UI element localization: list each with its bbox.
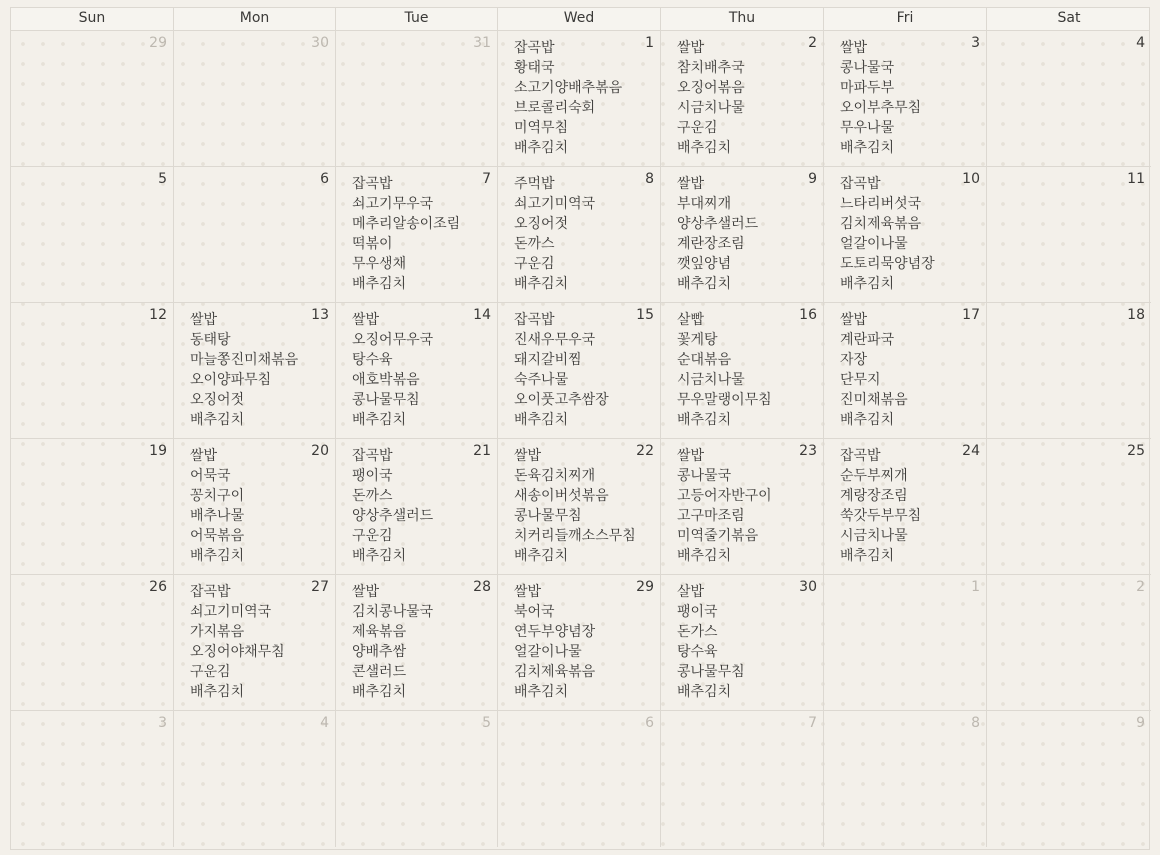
day-cell[interactable] — [824, 439, 987, 575]
meal-menu-item: 꽃게탕 — [677, 332, 718, 348]
meal-menu-item: 쌀밥 — [677, 176, 705, 192]
meal-menu-list — [514, 174, 595, 294]
meal-menu-item: 동태탕 — [190, 332, 231, 348]
meal-menu-item: 숙주나물 — [514, 372, 569, 388]
meal-menu-item: 양상추샐러드 — [352, 508, 434, 524]
meal-menu-item: 오징어야채무침 — [190, 644, 285, 660]
day-number: 6 — [645, 715, 654, 731]
weekday-mon: Mon — [174, 8, 336, 30]
day-cell[interactable] — [498, 303, 661, 439]
day-cell[interactable] — [661, 711, 824, 847]
meal-menu-item: 배추김치 — [190, 548, 245, 564]
day-number: 20 — [311, 443, 329, 459]
meal-menu-list — [352, 446, 433, 566]
meal-menu-item: 잡곡밥 — [190, 584, 231, 600]
day-number: 3 — [158, 715, 167, 731]
meal-menu-item: 참치배추국 — [677, 60, 745, 76]
meal-menu-item: 순대볶음 — [677, 352, 732, 368]
day-number: 1 — [971, 579, 980, 595]
meal-menu-item: 배추김치 — [514, 684, 569, 700]
meal-menu-item: 오징어젓 — [514, 216, 569, 232]
meal-menu-item: 쌀밥 — [352, 312, 380, 328]
meal-menu-item: 살밥 — [677, 584, 705, 600]
day-cell[interactable] — [498, 575, 661, 711]
day-number: 11 — [1127, 171, 1145, 187]
day-number: 2 — [808, 35, 817, 51]
meal-menu-item: 오이부추무침 — [840, 100, 922, 116]
meal-menu-item: 콩나물국 — [840, 60, 895, 76]
meal-menu-item: 배추김치 — [352, 412, 407, 428]
meal-menu-list — [514, 38, 622, 158]
meal-menu-item: 팽이국 — [352, 468, 393, 484]
meal-menu-item: 소고기양배추볶음 — [514, 80, 623, 96]
day-number: 16 — [799, 307, 817, 323]
meal-menu-item: 배추김치 — [677, 684, 732, 700]
day-number: 9 — [808, 171, 817, 187]
day-number: 4 — [320, 715, 329, 731]
calendar-grid — [11, 31, 1149, 847]
meal-menu-item: 쌀밥 — [840, 40, 868, 56]
meal-menu-item: 오징어젓 — [190, 392, 245, 408]
meal-menu-item: 구운김 — [514, 256, 555, 272]
meal-menu-list — [840, 174, 935, 294]
day-number: 14 — [473, 307, 491, 323]
meal-menu-item: 북어국 — [514, 604, 555, 620]
meal-menu-item: 배추김치 — [677, 412, 732, 428]
day-number: 4 — [1136, 35, 1145, 51]
meal-menu-item: 어묵볶음 — [190, 528, 245, 544]
meal-menu-list — [352, 310, 433, 430]
meal-menu-item: 어묵국 — [190, 468, 231, 484]
day-number: 18 — [1127, 307, 1145, 323]
day-number: 8 — [645, 171, 654, 187]
meal-menu-list — [840, 38, 921, 158]
day-number: 12 — [149, 307, 167, 323]
meal-menu-item: 배추김치 — [840, 140, 895, 156]
meal-menu-item: 진새우무우국 — [514, 332, 596, 348]
meal-menu-list — [190, 310, 298, 430]
meal-menu-item: 계란파국 — [840, 332, 895, 348]
day-cell[interactable] — [824, 167, 987, 303]
meal-menu-list — [677, 582, 745, 702]
meal-menu-item: 미역줄기볶음 — [677, 528, 759, 544]
day-number: 3 — [971, 35, 980, 51]
day-number: 19 — [149, 443, 167, 459]
day-cell[interactable] — [174, 439, 336, 575]
meal-menu-item: 치커리들깨소스무침 — [514, 528, 636, 544]
meal-menu-item: 애호박볶음 — [352, 372, 420, 388]
day-number: 5 — [158, 171, 167, 187]
day-number: 9 — [1136, 715, 1145, 731]
meal-menu-item: 제육볶음 — [352, 624, 407, 640]
meal-menu-item: 돈육김치찌개 — [514, 468, 596, 484]
day-number: 23 — [799, 443, 817, 459]
meal-menu-item: 잡곡밥 — [514, 40, 555, 56]
weekday-sun: Sun — [11, 8, 174, 30]
day-cell[interactable] — [824, 303, 987, 439]
day-number: 28 — [473, 579, 491, 595]
day-number: 10 — [962, 171, 980, 187]
day-number: 7 — [482, 171, 491, 187]
day-number: 5 — [482, 715, 491, 731]
meal-menu-item: 살빱 — [677, 312, 705, 328]
meal-menu-item: 팽이국 — [677, 604, 718, 620]
day-cell[interactable] — [498, 711, 661, 847]
weekday-sat: Sat — [1057, 10, 1081, 26]
day-cell[interactable] — [661, 575, 824, 711]
meal-menu-list — [514, 582, 595, 702]
meal-menu-item: 도토리묵양념장 — [840, 256, 935, 272]
day-cell[interactable] — [498, 167, 661, 303]
meal-menu-item: 마파두부 — [840, 80, 895, 96]
meal-menu-item: 돼지갈비찜 — [514, 352, 582, 368]
meal-menu-item: 돈까스 — [352, 488, 393, 504]
day-cell[interactable] — [987, 303, 1151, 439]
meal-menu-item: 배추김치 — [190, 684, 245, 700]
meal-menu-item: 쑥갓두부무침 — [840, 508, 922, 524]
meal-menu-list — [840, 446, 921, 566]
day-cell[interactable] — [11, 711, 174, 847]
day-cell[interactable] — [987, 439, 1151, 575]
day-cell[interactable] — [336, 167, 498, 303]
day-number: 17 — [962, 307, 980, 323]
meal-menu-item: 배추김치 — [514, 548, 569, 564]
meal-menu-item: 자장 — [840, 352, 868, 368]
day-cell[interactable] — [661, 31, 824, 167]
meal-menu-item: 양상추샐러드 — [677, 216, 759, 232]
day-number: 25 — [1127, 443, 1145, 459]
meal-menu-item: 무우나물 — [840, 120, 895, 136]
meal-menu-item: 고구마조림 — [677, 508, 745, 524]
day-cell[interactable] — [661, 167, 824, 303]
meal-menu-list — [677, 310, 772, 430]
day-cell[interactable] — [987, 167, 1151, 303]
day-cell[interactable] — [987, 575, 1151, 711]
weekday-fri: Fri — [824, 8, 987, 30]
meal-menu-item: 쌀밥 — [514, 448, 542, 464]
meal-menu-item: 오징어볶음 — [677, 80, 745, 96]
meal-menu-item: 마늘쫑진미채볶음 — [190, 352, 299, 368]
meal-menu-item: 오징어무우국 — [352, 332, 434, 348]
meal-menu-item: 쌀밥 — [190, 312, 218, 328]
day-cell[interactable] — [336, 711, 498, 847]
meal-menu-list — [352, 582, 433, 702]
meal-menu-item: 쌀밥 — [677, 40, 705, 56]
meal-menu-item: 시금치나물 — [840, 528, 908, 544]
meal-menu-item: 양배추쌈 — [352, 644, 407, 660]
day-number: 29 — [636, 579, 654, 595]
weekday-thu: Thu — [661, 8, 824, 30]
meal-menu-item: 부대찌개 — [677, 196, 732, 212]
meal-menu-item: 황태국 — [514, 60, 555, 76]
meal-menu-item: 쌀밥 — [352, 584, 380, 600]
meal-menu-item: 김치제육볶음 — [514, 664, 596, 680]
meal-menu-item: 구운김 — [352, 528, 393, 544]
day-cell[interactable] — [11, 439, 174, 575]
day-cell[interactable] — [11, 31, 174, 167]
meal-menu-item: 계란장조림 — [677, 236, 745, 252]
day-cell[interactable] — [498, 439, 661, 575]
meal-menu-item: 떡볶이 — [352, 236, 393, 252]
meal-menu-item: 얼갈이나물 — [840, 236, 908, 252]
meal-menu-item: 오이풋고추쌈장 — [514, 392, 609, 408]
meal-menu-item: 쌀밥 — [190, 448, 218, 464]
meal-menu-item: 쌀밥 — [677, 448, 705, 464]
meal-menu-item: 무우말랭이무침 — [677, 392, 772, 408]
meal-menu-item: 김치콩나물국 — [352, 604, 434, 620]
meal-menu-item: 쇠고기미역국 — [514, 196, 596, 212]
meal-menu-item: 탕수육 — [352, 352, 393, 368]
meal-menu-item: 메추리알송이조림 — [352, 216, 461, 232]
day-cell[interactable] — [174, 575, 336, 711]
meal-menu-item: 배추김치 — [190, 412, 245, 428]
meal-menu-item: 브로콜리숙회 — [514, 100, 596, 116]
day-number: 21 — [473, 443, 491, 459]
meal-menu-item: 시금치나물 — [677, 372, 745, 388]
meal-menu-item: 콘샐러드 — [352, 664, 407, 680]
day-cell[interactable] — [174, 303, 336, 439]
meal-menu-list — [677, 446, 772, 566]
day-number: 30 — [799, 579, 817, 595]
day-cell[interactable] — [336, 439, 498, 575]
meal-menu-item: 잡곡밥 — [514, 312, 555, 328]
meal-menu-item: 배추김치 — [677, 548, 732, 564]
meal-menu-item: 가지볶음 — [190, 624, 245, 640]
day-cell[interactable] — [174, 167, 336, 303]
meal-menu-item: 배추김치 — [352, 684, 407, 700]
meal-menu-item: 오이양파무침 — [190, 372, 272, 388]
day-cell[interactable] — [174, 31, 336, 167]
meal-menu-list — [514, 310, 609, 430]
weekday-tue: Tue — [336, 8, 498, 30]
meal-menu-list — [677, 38, 745, 158]
day-cell[interactable] — [661, 303, 824, 439]
day-number: 15 — [636, 307, 654, 323]
meal-menu-item: 콩나물무침 — [514, 508, 582, 524]
meal-menu-item: 진미채볶음 — [840, 392, 908, 408]
meal-menu-item: 주먹밥 — [514, 176, 555, 192]
meal-menu-item: 쇠고기무우국 — [352, 196, 434, 212]
meal-menu-item: 김치제육볶음 — [840, 216, 922, 232]
day-number: 8 — [971, 715, 980, 731]
meal-menu-item: 무우생채 — [352, 256, 407, 272]
day-cell[interactable] — [11, 303, 174, 439]
meal-menu-item: 배추김치 — [352, 548, 407, 564]
day-cell[interactable] — [174, 711, 336, 847]
meal-menu-item: 쌀밥 — [840, 312, 868, 328]
meal-menu-item: 돈까스 — [514, 236, 555, 252]
meal-menu-item: 깻잎양념 — [677, 256, 732, 272]
day-cell[interactable] — [824, 31, 987, 167]
meal-menu-item: 돈가스 — [677, 624, 718, 640]
meal-menu-item: 배추김치 — [840, 548, 895, 564]
meal-menu-item: 콩나물무침 — [677, 664, 745, 680]
meal-menu-list — [514, 446, 636, 566]
day-number: 2 — [1136, 579, 1145, 595]
weekday-header — [11, 8, 1149, 31]
meal-menu-list — [677, 174, 758, 294]
meal-menu-item: 계랑장조림 — [840, 488, 908, 504]
day-number: 29 — [149, 35, 167, 51]
meal-menu-item: 쌀밥 — [514, 584, 542, 600]
meal-menu-item: 배추나물 — [190, 508, 245, 524]
day-cell[interactable] — [987, 711, 1151, 847]
meal-menu-item: 꽁치구이 — [190, 488, 245, 504]
meal-menu-item: 구운김 — [677, 120, 718, 136]
meal-menu-item: 배추김치 — [840, 276, 895, 292]
meal-menu-item: 배추김치 — [514, 412, 569, 428]
meal-menu-item: 얼갈이나물 — [514, 644, 582, 660]
day-cell[interactable] — [824, 575, 987, 711]
day-cell[interactable] — [11, 575, 174, 711]
meal-menu-item: 배추김치 — [840, 412, 895, 428]
meal-menu-item: 배추김치 — [514, 140, 569, 156]
day-number: 30 — [311, 35, 329, 51]
meal-menu-item: 잡곡밥 — [840, 448, 881, 464]
day-cell[interactable] — [498, 31, 661, 167]
day-cell[interactable] — [336, 575, 498, 711]
meal-menu-item: 배추김치 — [677, 140, 732, 156]
meal-menu-item: 구운김 — [190, 664, 231, 680]
meal-menu-list — [352, 174, 460, 294]
meal-menu-item: 배추김치 — [514, 276, 569, 292]
weekday-wed: Wed — [498, 8, 661, 30]
meal-menu-item: 새송이버섯볶음 — [514, 488, 609, 504]
day-number: 31 — [473, 35, 491, 51]
meal-menu-item: 콩나물무침 — [352, 392, 420, 408]
meal-menu-list — [190, 582, 285, 702]
day-cell[interactable] — [336, 31, 498, 167]
meal-menu-item: 시금치나물 — [677, 100, 745, 116]
meal-menu-item: 느타리버섯국 — [840, 196, 922, 212]
day-cell[interactable] — [824, 711, 987, 847]
day-number: 22 — [636, 443, 654, 459]
day-number: 27 — [311, 579, 329, 595]
day-number: 13 — [311, 307, 329, 323]
meal-menu-item: 잡곡밥 — [352, 176, 393, 192]
meal-menu-item: 잡곡밥 — [352, 448, 393, 464]
meal-menu-item: 미역무침 — [514, 120, 569, 136]
meal-menu-item: 단무지 — [840, 372, 881, 388]
day-cell[interactable] — [336, 303, 498, 439]
meal-menu-item: 쇠고기미역국 — [190, 604, 272, 620]
meal-menu-item: 잡곡밥 — [840, 176, 881, 192]
day-cell[interactable] — [987, 31, 1151, 167]
meal-menu-item: 탕수육 — [677, 644, 718, 660]
meal-menu-item: 콩나물국 — [677, 468, 732, 484]
day-number: 6 — [320, 171, 329, 187]
day-number: 26 — [149, 579, 167, 595]
meal-menu-item: 배추김치 — [677, 276, 732, 292]
day-number: 7 — [808, 715, 817, 731]
month-calendar — [10, 7, 1150, 850]
meal-menu-list — [840, 310, 908, 430]
meal-menu-item: 고등어자반구이 — [677, 488, 772, 504]
meal-menu-item: 배추김치 — [352, 276, 407, 292]
day-cell[interactable] — [661, 439, 824, 575]
meal-menu-list — [190, 446, 244, 566]
day-number: 1 — [645, 35, 654, 51]
meal-menu-item: 순두부찌개 — [840, 468, 908, 484]
day-cell[interactable] — [11, 167, 174, 303]
meal-menu-item: 연두부양념장 — [514, 624, 596, 640]
day-number: 24 — [962, 443, 980, 459]
